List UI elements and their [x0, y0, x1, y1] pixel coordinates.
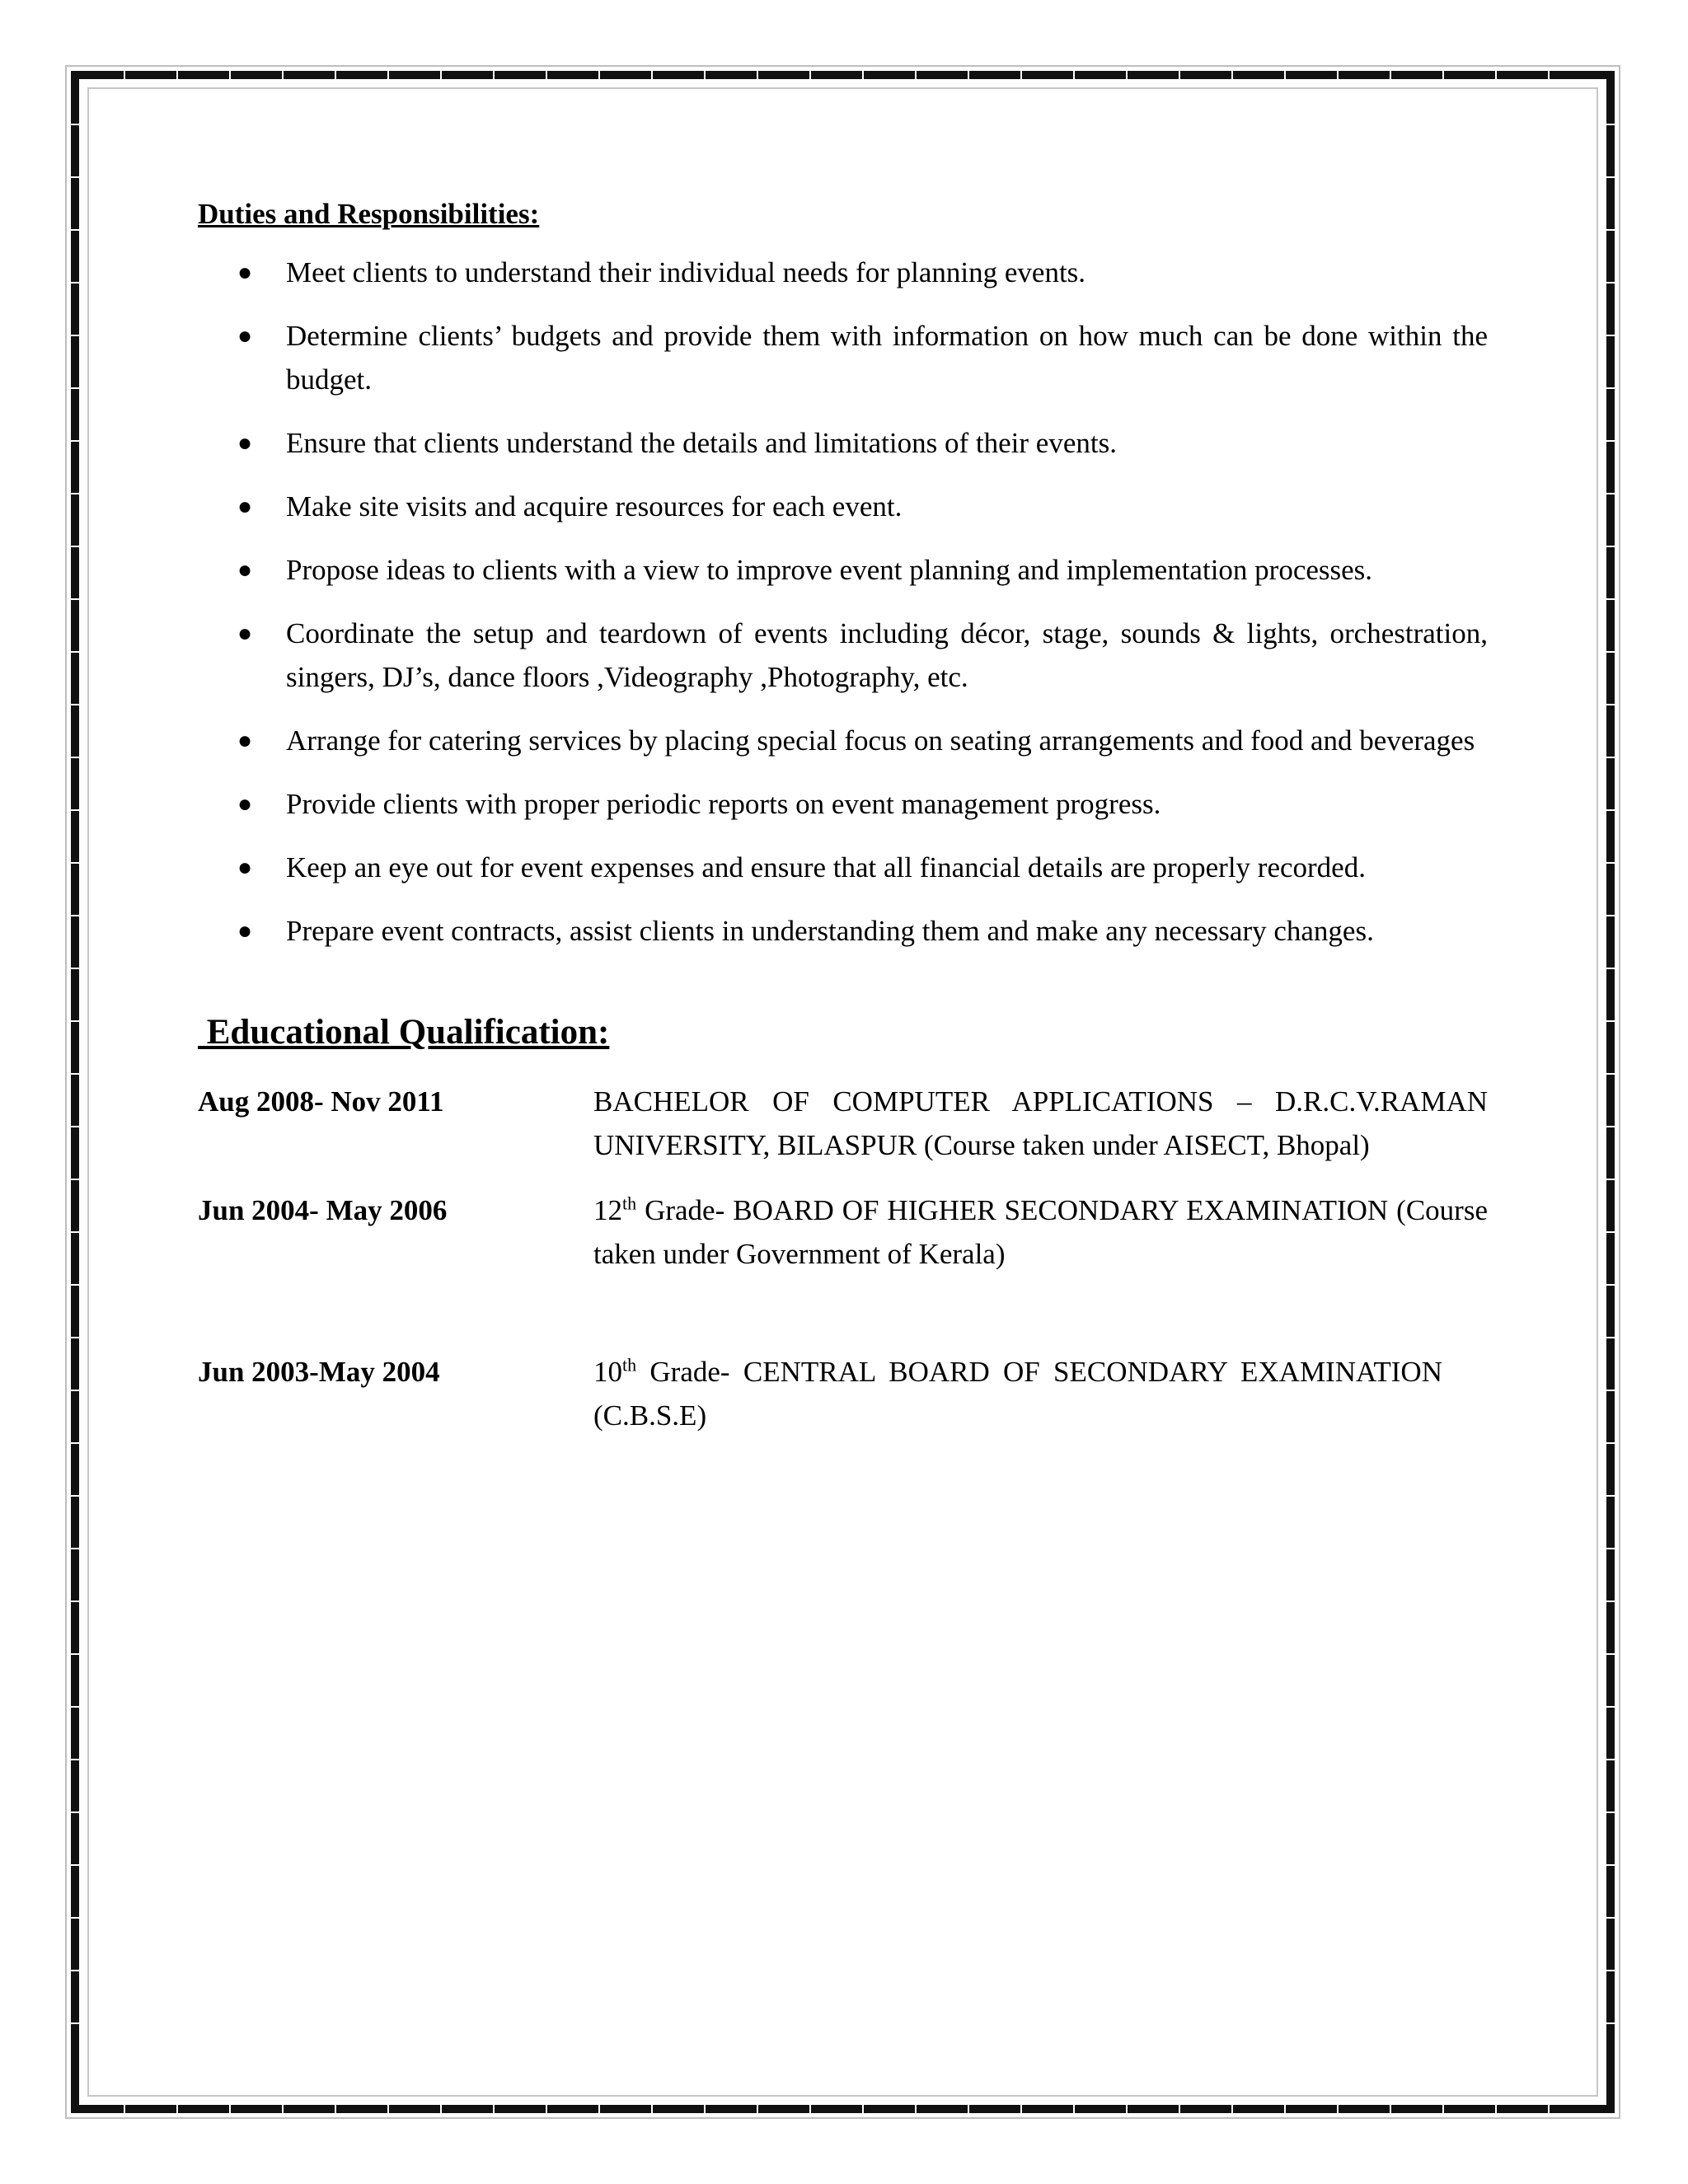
border-tick	[757, 2105, 758, 2113]
border-tick	[71, 651, 79, 653]
border-tick	[71, 1231, 79, 1233]
border-tick	[1606, 1970, 1615, 1971]
border-tick	[71, 1548, 79, 1549]
border-tick	[1606, 809, 1615, 811]
border-tick	[1606, 757, 1615, 758]
border-tick	[71, 546, 79, 547]
education-entry	[198, 1188, 1488, 1276]
border-tick	[1337, 2105, 1339, 2113]
border-tick	[1606, 1495, 1615, 1497]
border-tick	[809, 2105, 811, 2113]
border-tick	[651, 71, 653, 79]
border-tick	[1179, 71, 1180, 79]
border-tick	[1606, 704, 1615, 705]
border-tick	[1606, 598, 1615, 600]
border-tick	[440, 71, 442, 79]
border-tick	[704, 71, 706, 79]
border-tick	[1606, 440, 1615, 442]
border-tick	[1606, 1073, 1615, 1075]
border-tick	[71, 598, 79, 600]
border-tick	[387, 2105, 389, 2113]
border-tick	[915, 2105, 917, 2113]
border-tick	[809, 71, 811, 79]
border-tick	[598, 2105, 600, 2113]
border-tick	[71, 1179, 79, 1180]
duties-list	[198, 251, 1488, 953]
border-tick	[1606, 229, 1615, 231]
resume-page-content	[198, 196, 1488, 1437]
border-tick	[1606, 124, 1615, 125]
bullet-icon: ●	[237, 620, 253, 647]
border-tick	[1548, 2105, 1550, 2113]
education-date: Jun 2004- May 2006	[198, 1194, 448, 1226]
border-tick	[1606, 1601, 1615, 1602]
border-tick	[71, 335, 79, 336]
border-tick	[335, 2105, 336, 2113]
border-tick	[1606, 282, 1615, 284]
border-tick	[1073, 2105, 1075, 2113]
border-tick	[71, 1601, 79, 1602]
border-tick	[176, 2105, 178, 2113]
border-tick	[71, 1864, 79, 1866]
border-tick	[71, 1759, 79, 1760]
border-tick	[71, 1706, 79, 1708]
border-tick	[440, 2105, 442, 2113]
border-tick	[598, 71, 600, 79]
border-tick	[704, 2105, 706, 2113]
border-tick	[282, 71, 284, 79]
border-tick	[968, 71, 969, 79]
bullet-icon: ●	[237, 322, 253, 349]
border-tick	[229, 71, 231, 79]
border-tick	[71, 440, 79, 442]
bullet-icon: ●	[237, 854, 253, 881]
border-tick	[757, 71, 758, 79]
border-tick	[1606, 651, 1615, 653]
education-description: 12th Grade- BOARD OF HIGHER SECONDARY EXAMINATION (Course taken under Government of Kerala)	[593, 1193, 1488, 1270]
border-tick	[71, 1126, 79, 1127]
border-tick	[862, 71, 864, 79]
border-tick	[1606, 1126, 1615, 1127]
border-tick	[71, 1495, 79, 1497]
border-tick	[71, 282, 79, 284]
border-tick	[1606, 1548, 1615, 1549]
border-tick	[1284, 71, 1286, 79]
border-tick	[651, 2105, 653, 2113]
border-tick	[1020, 71, 1022, 79]
border-tick	[71, 1811, 79, 1813]
education-date: Aug 2008- Nov 2011	[198, 1085, 444, 1118]
border-tick	[1606, 493, 1615, 494]
border-tick	[71, 1390, 79, 1391]
border-tick	[1606, 1390, 1615, 1391]
border-tick	[1606, 968, 1615, 969]
bullet-icon: ●	[237, 493, 253, 520]
border-tick	[71, 124, 79, 125]
list-item: ● Provide clients with proper periodic reports on event management progress.	[198, 782, 1488, 826]
bullet-icon: ●	[237, 259, 253, 286]
border-tick	[862, 2105, 864, 2113]
border-tick	[1606, 335, 1615, 336]
education-heading: Educational Qualification:	[198, 1013, 610, 1052]
border-tick	[1606, 1337, 1615, 1338]
border-tick	[1606, 1706, 1615, 1708]
border-tick	[493, 2105, 495, 2113]
border-tick	[1606, 546, 1615, 547]
list-item: ● Make site visits and acquire resources for each event.	[198, 485, 1488, 528]
border-tick	[71, 1073, 79, 1075]
education-entry	[198, 1350, 1488, 1437]
border-tick	[1126, 2105, 1128, 2113]
list-item: ● Arrange for catering services by placing special focus on seating arrangements and food and beverages	[198, 719, 1488, 762]
border-tick	[1606, 387, 1615, 389]
border-tick	[1495, 71, 1497, 79]
list-item: ● Keep an eye out for event expenses and ensure that all financial details are properly recorded.	[198, 846, 1488, 889]
border-tick	[335, 71, 336, 79]
border-tick	[493, 71, 495, 79]
border-tick	[282, 2105, 284, 2113]
border-tick	[71, 1970, 79, 1971]
border-tick	[1606, 1759, 1615, 1760]
border-tick	[1126, 71, 1128, 79]
border-tick	[1606, 1811, 1615, 1813]
border-tick	[1606, 1864, 1615, 1866]
border-tick	[71, 1917, 79, 1919]
education-description: 10th Grade- CENTRAL BOARD OF SECONDARY EXAMINATION (C.B.S.E)	[593, 1354, 1442, 1432]
border-tick	[1284, 2105, 1286, 2113]
border-tick	[1606, 176, 1615, 178]
list-item: ● Prepare event contracts, assist clients in understanding them and make any necessary changes.	[198, 909, 1488, 953]
border-tick	[71, 1442, 79, 1444]
border-tick	[71, 1653, 79, 1655]
education-description: BACHELOR OF COMPUTER APPLICATIONS – D.R.C.V.RAMAN UNIVERSITY, BILASPUR (Course taken under AISECT, Bhopal)	[593, 1085, 1488, 1161]
border-tick	[1390, 2105, 1391, 2113]
border-tick	[1606, 1442, 1615, 1444]
border-tick	[1231, 2105, 1233, 2113]
border-tick	[1606, 2022, 1615, 2024]
border-tick	[71, 915, 79, 916]
border-tick	[71, 387, 79, 389]
border-tick	[1442, 71, 1444, 79]
border-tick	[71, 809, 79, 811]
list-item: ● Coordinate the setup and teardown of events including décor, stage, sounds & lights, orchestration, singers, DJ’s, dance floors ,Videography ,Photography, etc.	[198, 612, 1488, 699]
border-tick	[229, 2105, 231, 2113]
border-tick	[1606, 1231, 1615, 1233]
border-tick	[1390, 71, 1391, 79]
border-tick	[71, 704, 79, 705]
border-tick	[176, 71, 178, 79]
border-tick	[1231, 71, 1233, 79]
border-tick	[1179, 2105, 1180, 2113]
duties-heading: Duties and Responsibilities:	[198, 198, 540, 230]
education-entry	[198, 1080, 1488, 1167]
border-tick	[124, 71, 125, 79]
border-tick	[71, 493, 79, 494]
border-tick	[1548, 71, 1550, 79]
list-item: ● Meet clients to understand their individual needs for planning events.	[198, 251, 1488, 294]
border-tick	[546, 2105, 547, 2113]
border-tick	[71, 176, 79, 178]
list-item: ● Determine clients’ budgets and provide them with information on how much can be done within the budget.	[198, 314, 1488, 401]
border-tick	[1337, 71, 1339, 79]
education-date: Jun 2003-May 2004	[198, 1356, 440, 1388]
border-tick	[1495, 2105, 1497, 2113]
border-tick	[1606, 1020, 1615, 1022]
bullet-icon: ●	[237, 917, 253, 944]
border-tick	[1606, 915, 1615, 916]
border-tick	[1606, 1653, 1615, 1655]
bullet-icon: ●	[237, 556, 253, 583]
border-tick	[71, 862, 79, 864]
border-tick	[71, 1337, 79, 1338]
border-tick	[71, 229, 79, 231]
border-tick	[71, 1020, 79, 1022]
border-tick	[915, 71, 917, 79]
border-tick	[968, 2105, 969, 2113]
list-item: ● Ensure that clients understand the details and limitations of their events.	[198, 421, 1488, 465]
list-item: ● Propose ideas to clients with a view to improve event planning and implementation processes.	[198, 548, 1488, 592]
border-tick	[1442, 2105, 1444, 2113]
border-tick	[546, 71, 547, 79]
bullet-icon: ●	[237, 727, 253, 754]
border-tick	[1606, 1917, 1615, 1919]
border-tick	[1606, 1284, 1615, 1286]
border-tick	[1020, 2105, 1022, 2113]
bullet-icon: ●	[237, 429, 253, 457]
border-tick	[1073, 71, 1075, 79]
border-tick	[1606, 862, 1615, 864]
border-tick	[71, 1284, 79, 1286]
border-tick	[71, 968, 79, 969]
border-tick	[71, 2022, 79, 2024]
border-tick	[1606, 1179, 1615, 1180]
border-tick	[124, 2105, 125, 2113]
border-tick	[71, 757, 79, 758]
bullet-icon: ●	[237, 790, 253, 818]
border-tick	[387, 71, 389, 79]
